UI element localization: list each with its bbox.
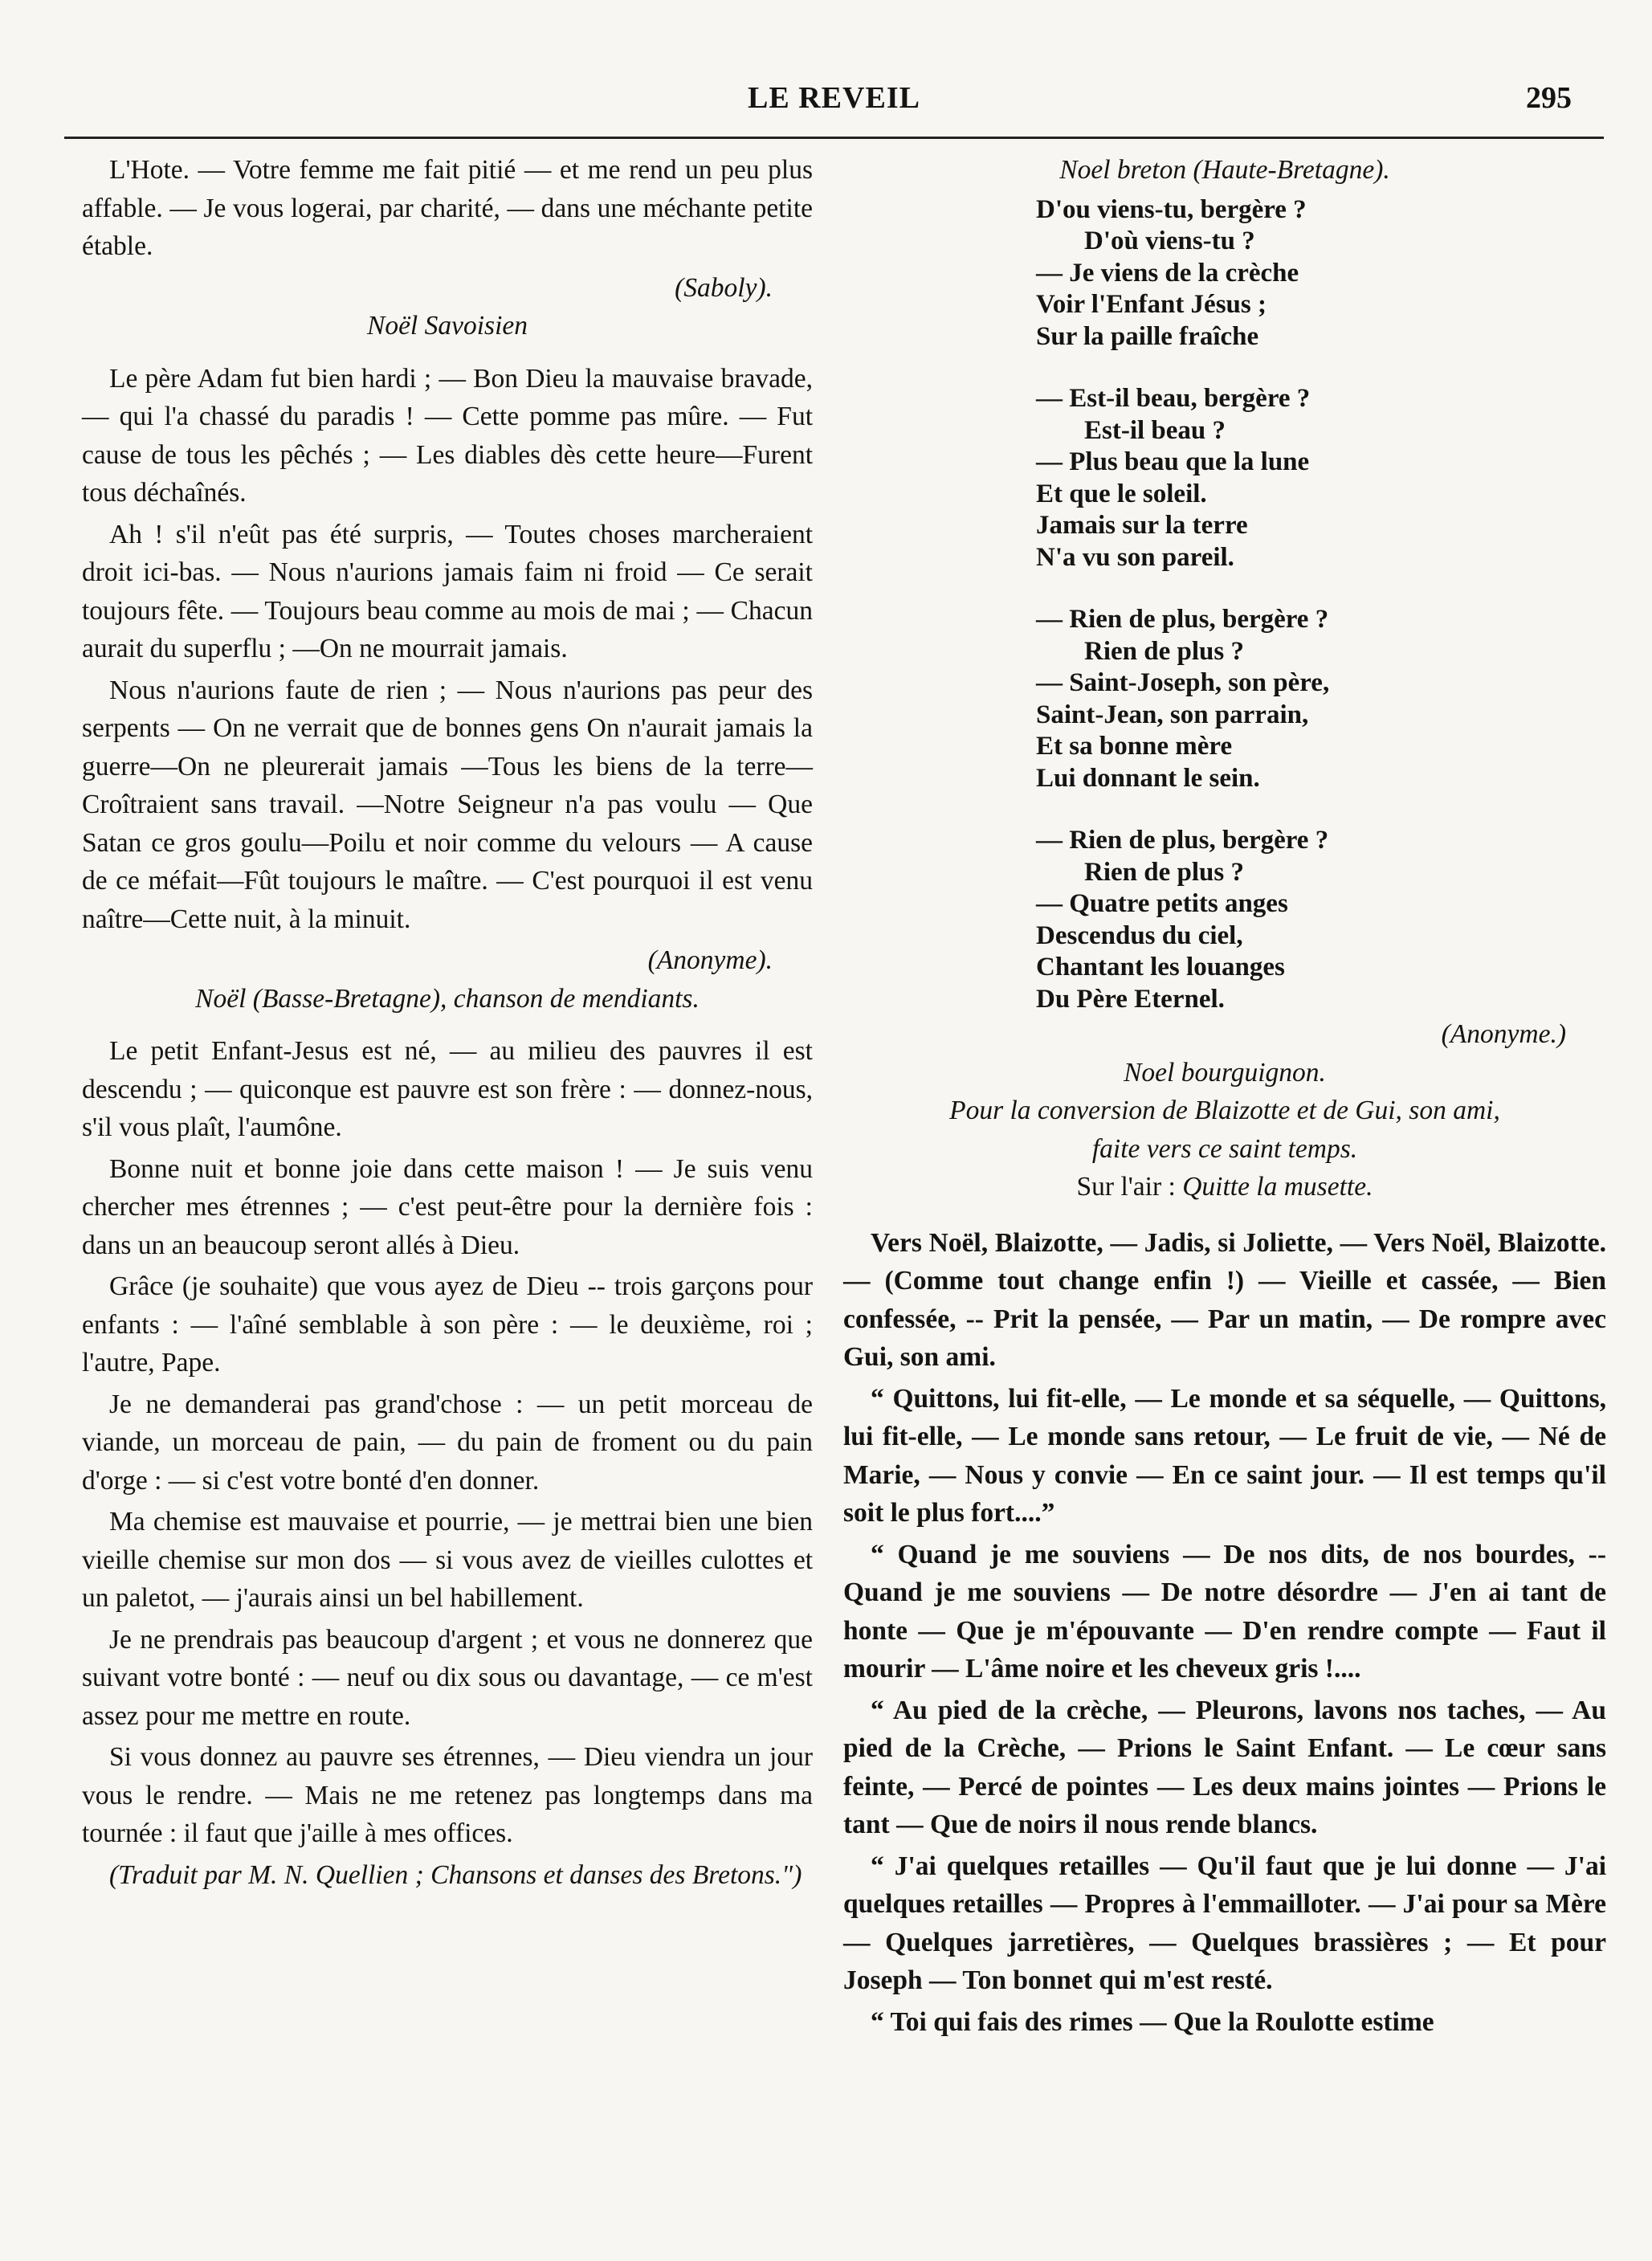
stanza-3 bbox=[1036, 604, 1606, 794]
verse-line: Est-il beau ? bbox=[1084, 415, 1226, 445]
stanza-1 bbox=[1036, 194, 1606, 353]
savoisien-paragraph-2: Ah ! s'il n'eût pas été surpris, — Toutes choses marcheraient droit ici-bas. — Nous n'aurions jamais faim ni froid — Ce serait toujours fête. — Toujours beau comme au mois de mai ; — Chacun aurait du superflu ; —On ne mourrait jamais. bbox=[82, 519, 813, 663]
basse-bretagne-title: Noël (Basse-Bretagne), chanson de mendiants. bbox=[195, 983, 700, 1014]
savoisien-attribution: (Anonyme). bbox=[647, 945, 773, 975]
bourguignon-paragraph-5: “ J'ai quelques retailles — Qu'il faut que je lui donne — J'ai quelques retailles — Propres à l'emmailloter. — J'ai pour sa Mère — Quelques jarretières, — Quelques brassières ; — Et pour Joseph — Ton bonnet qui m'est resté. bbox=[843, 1851, 1606, 1995]
verse-line: N'a vu son pareil. bbox=[1036, 542, 1234, 572]
bourguignon-paragraph-1: Vers Noël, Blaizotte, — Jadis, si Joliette, — Vers Noël, Blaizotte. — (Comme tout change enfin !) — Vieille et cassée, — Bien confessée, -- Prit la pensée, — Par un matin, — De rompre avec Gui, son ami. bbox=[843, 1227, 1606, 1372]
left-column bbox=[82, 151, 813, 1897]
savoisien-paragraph-3: Nous n'aurions faute de rien ; — Nous n'aurions pas peur des serpents — On ne verrait que de bonnes gens On n'aurait jamais la guerre—On ne pleurerait jamais —Tous les biens de la terre—Croîtraient sans travail. —Notre Seigneur n'a pas voulu — Que Satan ce gros goulu—Poilu et noir comme du velours — A cause de ce méfait—Fût toujours le maître. — C'est pourquoi il est venu naître—Cette nuit, à la minuit. bbox=[82, 675, 813, 934]
bourguignon-paragraph-6: “ Toi qui fais des rimes — Que la Roulotte estime bbox=[871, 2006, 1434, 2037]
running-title: LE REVEIL bbox=[748, 81, 920, 115]
bourguignon-paragraph-4: “ Au pied de la crèche, — Pleurons, lavons nos taches, — Au pied de la Crèche, — Prions le Saint Enfant. — Le cœur sans feinte, — Percé de pointes — Les deux mains jointes — Prions le tant — Que de noirs il nous rende blancs. bbox=[843, 1695, 1606, 1839]
verse-line: Descendus du ciel, bbox=[1036, 920, 1243, 950]
basse-paragraph-6: Je ne prendrais pas beaucoup d'argent ; et vous ne donnerez que suivant votre bonté : — neuf ou dix sous ou davantage, — ce m'est assez pour me mettre en route. bbox=[82, 1624, 813, 1731]
bourguignon-paragraph-2: “ Quittons, lui fit-elle, — Le monde et sa séquelle, — Quittons, lui fit-elle, — Le monde sans retour, — Le fruit de vie, — Né de Marie, — Nous y convie — En ce saint jour. — Il est temps qu'il soit le plus fort....” bbox=[843, 1383, 1606, 1528]
verse-line: Rien de plus ? bbox=[1084, 636, 1244, 666]
verse-line: — Saint-Joseph, son père, bbox=[1036, 668, 1330, 697]
verse-line: D'où viens-tu ? bbox=[1084, 227, 1255, 255]
basse-attribution: (Traduit par M. N. Quellien ; Chansons et danses des Bretons.") bbox=[109, 1859, 802, 1890]
savoisien-title: Noël Savoisien bbox=[366, 311, 528, 341]
right-column bbox=[843, 151, 1606, 2044]
verse-line: — Est-il beau, bergère ? bbox=[1036, 384, 1311, 413]
verse-line: Lui donnant le sein. bbox=[1036, 763, 1260, 793]
verse-line: Voir l'Enfant Jésus ; bbox=[1036, 290, 1267, 319]
bourguignon-subtitle-1: Pour la conversion de Blaizotte et de Gui, son ami, bbox=[949, 1096, 1500, 1125]
basse-paragraph-4: Je ne demanderai pas grand'chose : — un petit morceau de viande, un morceau de pain, — du pain de froment ou du pain d'orge : — si c'est votre bonté d'en donner. bbox=[82, 1389, 813, 1496]
verse-line: — Je viens de la crèche bbox=[1036, 258, 1299, 288]
verse-line: Et sa bonne mère bbox=[1036, 732, 1233, 761]
verse-line: D'ou viens-tu, bergère ? bbox=[1036, 194, 1307, 224]
stanza-4 bbox=[1036, 825, 1606, 1015]
air-line bbox=[843, 1168, 1606, 1206]
breton-title: Noel breton (Haute-Bretagne). bbox=[1059, 155, 1390, 185]
verse-line: — Plus beau que la lune bbox=[1036, 447, 1310, 476]
bourguignon-subtitle-2: faite vers ce saint temps. bbox=[1091, 1133, 1358, 1164]
verse-line: Du Père Eternel. bbox=[1036, 984, 1225, 1014]
header-rule bbox=[64, 137, 1604, 139]
basse-paragraph-7: Si vous donnez au pauvre ses étrennes, — Dieu viendra un jour vous le rendre. — Mais ne me retenez pas longtemps dans ma tournée : il faut que j'aille à mes offices. bbox=[82, 1742, 813, 1848]
verse-line: Sur la paille fraîche bbox=[1036, 321, 1259, 351]
hote-attribution: (Saboly). bbox=[675, 272, 773, 303]
bourguignon-paragraph-3: “ Quand je me souviens — De nos dits, de nos bourdes, -- Quand je me souviens — De notre désordre — J'en ai tant de honte — Que je m'épouvante — D'en rendre compte — Faut il mourir — L'âme noire et les cheveux gris !.... bbox=[843, 1539, 1606, 1684]
hote-paragraph: L'Hote. — Votre femme me fait pitié — et me rend un peu plus affable. — Je vous logerai, par charité, — dans une méchante petite étable. bbox=[82, 155, 813, 261]
bourguignon-title: Noel bourguignon. bbox=[1124, 1057, 1326, 1088]
basse-paragraph-2: Bonne nuit et bonne joie dans cette maison ! — Je suis venu chercher mes étrennes ; — c'est peut-être pour la dernière fois : dans un an beaucoup seront allés à Dieu. bbox=[82, 1153, 813, 1260]
savoisien-paragraph-1: Le père Adam fut bien hardi ; — Bon Dieu la mauvaise bravade, — qui l'a chassé du paradis ! — Cette pomme pas mûre. — Fut cause de tous les pêchés ; — Les diables dès cette heure—Furent tous déchaînés. bbox=[82, 363, 813, 508]
page-number: 295 bbox=[1526, 81, 1572, 115]
basse-paragraph-5: Ma chemise est mauvaise et pourrie, — je mettrai bien une bien vieille chemise sur mon dos — si vous avez de vieilles culottes et un paletot, — j'aurais ainsi un bel habillement. bbox=[82, 1507, 813, 1613]
basse-paragraph-1: Le petit Enfant-Jesus est né, — au milieu des pauvres il est descendu ; — quiconque est pauvre est son frère : — donnez-nous, s'il vous plaît, l'aumône. bbox=[82, 1036, 813, 1142]
verse-line: — Rien de plus, bergère ? bbox=[1036, 826, 1329, 855]
verse-line: — Quatre petits anges bbox=[1036, 889, 1288, 918]
verse-line: Rien de plus ? bbox=[1084, 857, 1244, 887]
page-header bbox=[64, 80, 1604, 129]
air-prefix: Sur l'air : bbox=[1076, 1172, 1183, 1202]
verse-line: Chantant les louanges bbox=[1036, 953, 1285, 982]
verse-line: — Rien de plus, bergère ? bbox=[1036, 605, 1329, 634]
air-name: Quitte la musette. bbox=[1182, 1172, 1373, 1202]
verse-line: Jamais sur la terre bbox=[1036, 511, 1248, 540]
stanza-2 bbox=[1036, 383, 1606, 573]
verse-line: Saint-Jean, son parrain, bbox=[1036, 700, 1309, 729]
verse-line: Et que le soleil. bbox=[1036, 479, 1207, 508]
breton-attribution: (Anonyme.) bbox=[1441, 1019, 1566, 1049]
basse-paragraph-3: Grâce (je souhaite) que vous ayez de Dieu -- trois garçons pour enfants : — l'aîné semblable à son père : — le deuxième, roi ; l'autre, Pape. bbox=[82, 1271, 813, 1377]
